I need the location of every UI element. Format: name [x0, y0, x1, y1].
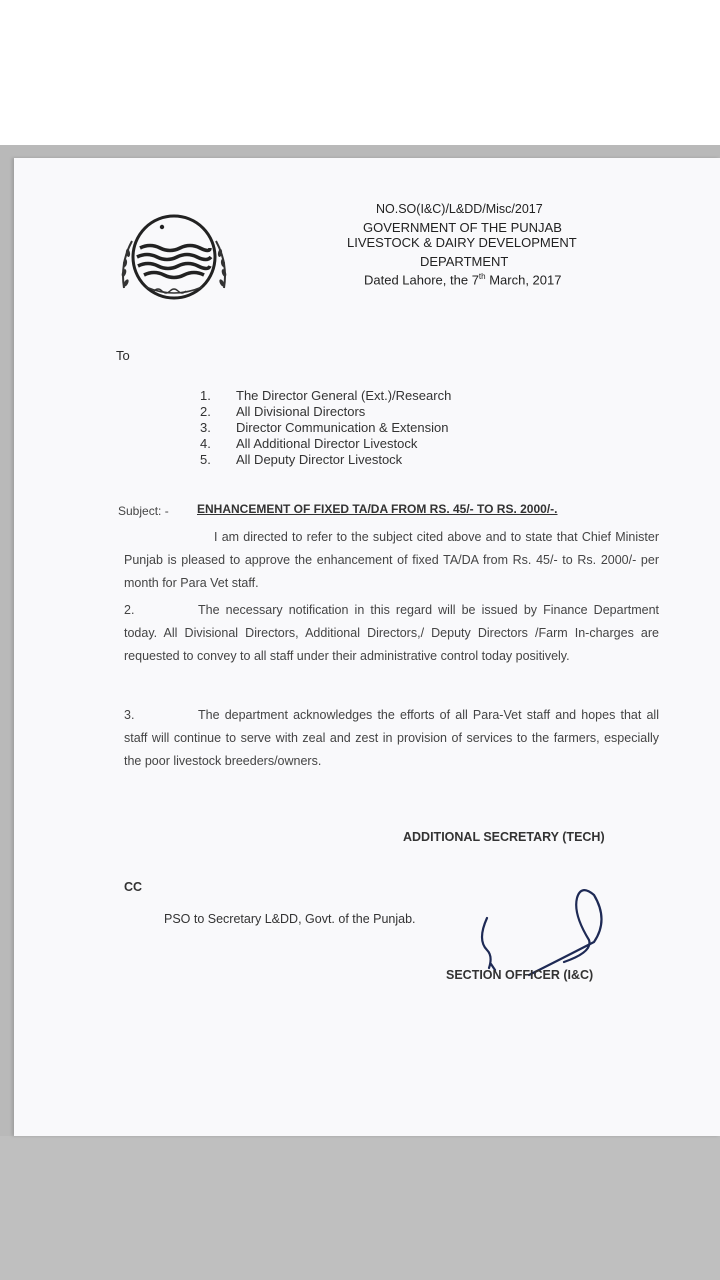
cc-recipient: PSO to Secretary L&DD, Govt. of the Punjab.	[164, 912, 416, 926]
department-title-line1: LIVESTOCK & DAIRY DEVELOPMENT	[347, 235, 577, 250]
additional-secretary-signatory: ADDITIONAL SECRETARY (TECH)	[403, 830, 605, 844]
cc-label: CC	[124, 880, 143, 894]
signature-icon	[469, 880, 609, 980]
subject-label: Subject: -	[118, 504, 169, 518]
paragraph-1: I am directed to refer to the subject cited above and to state that Chief Minister Punjab is pleased to approve the enhancement of fixed TA/DA from Rs. 45/- to Rs. 2000/- per month for Para Vet staff.	[124, 530, 659, 590]
paragraph-2: 2. The necessary notification in this regard will be issued by Finance Department today. All Divisional Directors, Additional Directors,/ Deputy Directors /Farm In-charges are requested to convey to all staff under their administrative control today positively.	[124, 603, 659, 663]
reference-number: NO.SO(I&C)/L&DD/Misc/2017	[376, 202, 543, 216]
department-title-line2: DEPARTMENT	[420, 254, 509, 269]
paragraph-3: 3. The department acknowledges the efforts of all Para-Vet staff and hopes that all staff will continue to serve with zeal and zest in provision of services to the farmers, especially the poor livestock breeders/owners.	[124, 708, 659, 768]
letter-page: NO.SO(I&C)/L&DD/Misc/2017 GOVERNMENT OF THE PUNJAB LIVESTOCK & DAIRY DEVELOPMENT DEPARTMENT Dated Lahore, the 7th March, 2017 To 1. The Director General (Ext.)/Research 2. All Divisional Directors 3. Director Communication & Extension 4. All Additional Director Livestock 5. All Deputy Director Livestock Subject: - ENHANCEMENT OF FIXED TA/DA FROM RS. 45/- TO RS. 2000/-. I am directed to refer to the subject cited above and to state that Chief Minister Punjab is pleased to approve the enhancement of fixed TA/DA from Rs. 45/- to Rs. 2000/- per month for Para Vet staff. 2. The necessary notification in this regard will be issued by Finance Department today. All Divisional Directors, Additional Directors,/ Deputy Directors /Farm In-charges are requested to convey to all staff under their administrative control today positively. 3. The department acknowledges the efforts of all Para-Vet staff and hopes that all staff will continue to serve with zeal and zest in provision of services to the farmers, especially the poor livestock breeders/owners. ADDITIONAL SECRETARY (TECH) CC PSO to Secretary L&DD, Govt. of the Punjab. SECTION OFFICER (I&C)	[14, 158, 720, 1136]
letter-date: Dated Lahore, the 7th March, 2017	[364, 272, 562, 288]
bottom-margin	[0, 1136, 720, 1280]
punjab-government-seal-icon	[114, 203, 234, 313]
subject-heading: ENHANCEMENT OF FIXED TA/DA FROM RS. 45/- TO RS. 2000/-.	[197, 502, 558, 516]
to-label: To	[116, 348, 130, 363]
top-margin	[0, 0, 720, 145]
section-officer-signatory: SECTION OFFICER (I&C)	[446, 968, 594, 982]
government-title: GOVERNMENT OF THE PUNJAB	[363, 220, 562, 235]
